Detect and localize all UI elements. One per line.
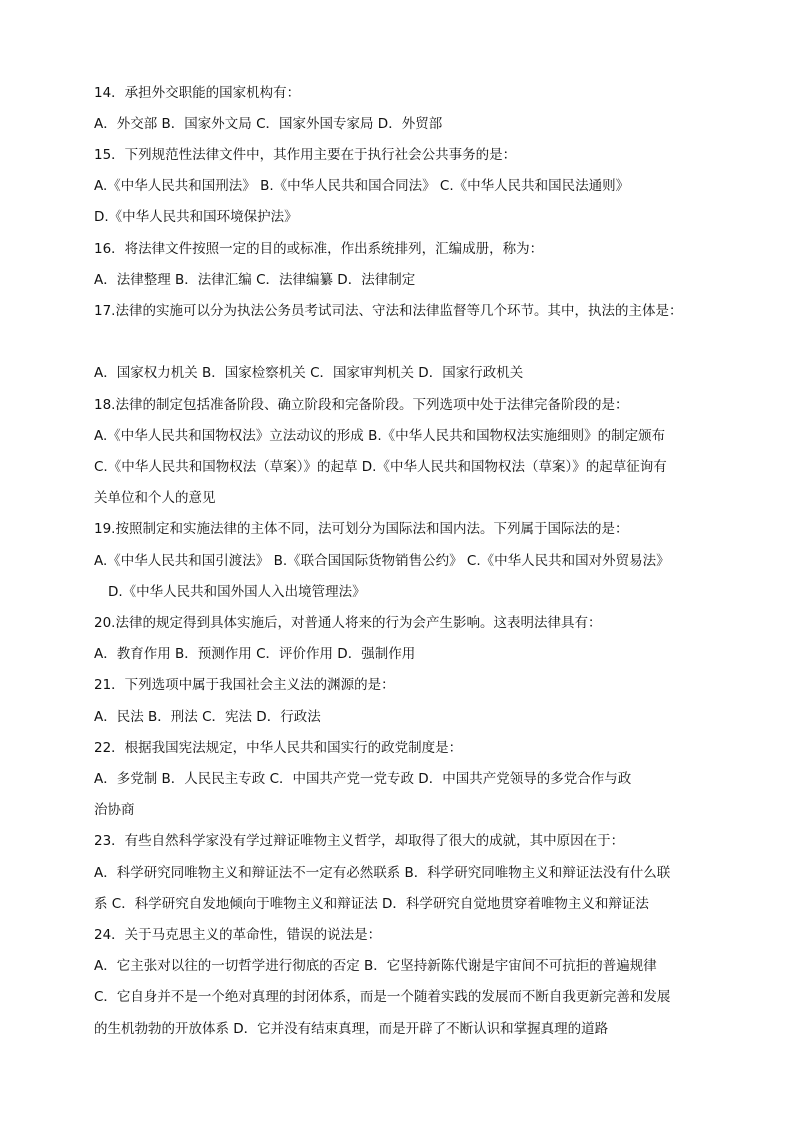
question-22-options-1: A．多党制 B．人民民主专政 C．中国共产党一党专政 D．中国共产党领导的多党合作与政 — [94, 771, 632, 787]
question-21-stem: 21．下列选项中属于我国社会主义法的渊源的是： — [94, 677, 395, 693]
question-16-stem: 16．将法律文件按照一定的目的或标准，作出系统排列，汇编成册，称为： — [94, 241, 544, 257]
question-23-options-1: A．科学研究同唯物主义和辩证法不一定有必然联系 B．科学研究同唯物主义和辩证法没有什么联 — [94, 865, 671, 881]
question-17-options: A．国家权力机关 B．国家检察机关 C．国家审判机关 D．国家行政机关 — [94, 365, 524, 381]
question-15-options-cont: D.《中华人民共和国环境保护法》 — [94, 209, 298, 225]
question-15-stem: 15．下列规范性法律文件中，其作用主要在于执行社会公共事务的是： — [94, 147, 517, 163]
question-19-options-1: A.《中华人民共和国引渡法》 B.《联合国国际货物销售公约》 C.《中华人民共和国对外贸易法》 — [94, 553, 670, 569]
question-15-options: A.《中华人民共和国刑法》 B.《中华人民共和国合同法》 C.《中华人民共和国民法通则》 — [94, 178, 630, 194]
question-24-options-1: A．它主张对以往的一切哲学进行彻底的否定 B．它坚持新陈代谢是宇宙间不可抗拒的普遍规律 — [94, 958, 657, 974]
question-18-options-2: C.《中华人民共和国物权法（草案）》的起草 D.《中华人民共和国物权法（草案）》的起草征询有 — [94, 459, 667, 475]
question-22-options-2: 治协商 — [94, 802, 135, 818]
question-19-options-2: D.《中华人民共和国外国人入出境管理法》 — [108, 584, 366, 600]
question-20-options: A．教育作用 B．预测作用 C．评价作用 D．强制作用 — [94, 646, 416, 662]
question-24-options-2: C．它自身并不是一个绝对真理的封闭体系，而是一个随着实践的发展而不断自我更新完善和发展 — [94, 989, 671, 1005]
question-18-options-1: A.《中华人民共和国物权法》立法动议的形成 B.《中华人民共和国物权法实施细则》的制定颁布 — [94, 428, 666, 444]
question-17-stem: 17.法律的实施可以分为执法公务员考试司法、守法和法律监督等几个环节。其中，执法的主体是： — [94, 303, 683, 319]
question-22-stem: 22．根据我国宪法规定，中华人民共和国实行的政党制度是： — [94, 740, 463, 756]
question-19-stem: 19.按照制定和实施法律的主体不同，法可划分为国际法和国内法。下列属于国际法的是： — [94, 521, 629, 537]
question-16-options: A．法律整理 B．法律汇编 C．法律编纂 D．法律制定 — [94, 272, 416, 288]
question-24-options-3: 的生机勃勃的开放体系 D．它并没有结束真理，而是开辟了不断认识和掌握真理的道路 — [94, 1021, 609, 1037]
question-18-options-3: 关单位和个人的意见 — [94, 490, 216, 506]
question-21-options: A．民法 B．刑法 C．宪法 D．行政法 — [94, 709, 321, 725]
question-14-stem: 14．承担外交职能的国家机构有： — [94, 85, 301, 101]
question-23-options-2: 系 C．科学研究自发地倾向于唯物主义和辩证法 D．科学研究自觉地贯穿着唯物主义和辩证法 — [94, 896, 649, 912]
question-23-stem: 23．有些自然科学家没有学过辩证唯物主义哲学，却取得了很大的成就，其中原因在于： — [94, 833, 625, 849]
question-18-stem: 18.法律的制定包括准备阶段、确立阶段和完备阶段。下列选项中处于法律完备阶段的是： — [94, 397, 629, 413]
question-24-stem: 24．关于马克思主义的革命性，错误的说法是： — [94, 927, 382, 943]
question-20-stem: 20.法律的规定得到具体实施后，对普通人将来的行为会产生影响。这表明法律具有： — [94, 615, 602, 631]
question-14-options: A．外交部 B．国家外文局 C．国家外国专家局 D．外贸部 — [94, 116, 443, 132]
